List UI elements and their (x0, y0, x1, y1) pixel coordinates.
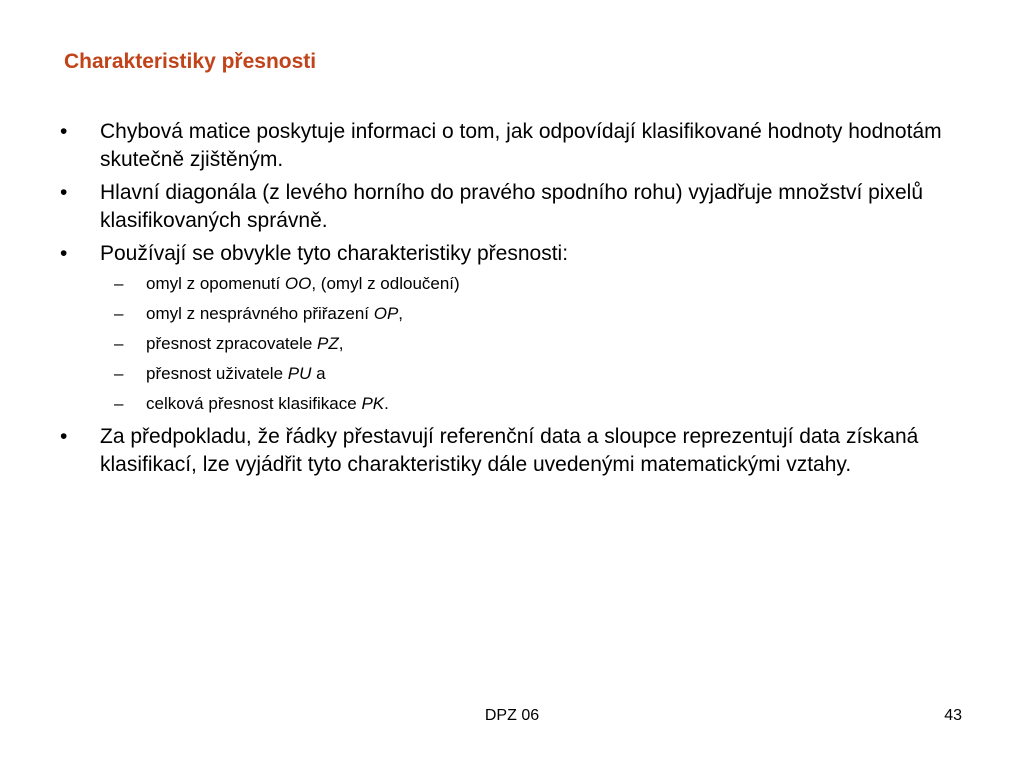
sub-marker: – (114, 364, 124, 383)
sub-item (58, 393, 978, 415)
sub-text: omyl z nesprávného přiřazení (146, 304, 374, 323)
bullet-item (58, 118, 978, 174)
bullet-item (58, 423, 978, 479)
sub-list (58, 273, 978, 415)
sub-symbol: PU (287, 364, 312, 383)
sub-text: omyl z opomenutí (146, 274, 285, 293)
sub-marker: – (114, 394, 124, 413)
bullet-text: Hlavní diagonála (z levého horního do pravého spodního rohu) vyjadřuje množství pixelů klasifikovaných správně. (100, 181, 923, 232)
sub-text-after: , (398, 304, 404, 323)
sub-item (58, 303, 978, 325)
footer-label: DPZ 06 (484, 707, 540, 724)
page-number: 43 (944, 707, 962, 724)
slide-content (58, 118, 978, 484)
slide-title: Charakteristiky přesnosti (64, 50, 317, 73)
sub-item (58, 333, 978, 355)
sub-symbol: PK (361, 394, 385, 413)
sub-text: celková přesnost klasifikace (146, 394, 362, 413)
sub-text-after: , (omyl z odloučení) (311, 274, 460, 293)
sub-text-after: . (384, 394, 389, 413)
bullet-marker: • (60, 242, 68, 265)
sub-symbol: OP (373, 304, 399, 323)
sub-item (58, 363, 978, 385)
sub-marker: – (114, 334, 124, 353)
bullet-marker: • (60, 181, 68, 204)
bullet-marker: • (60, 120, 68, 143)
bullet-item (58, 240, 978, 268)
sub-symbol: PZ (317, 334, 339, 353)
sub-text-after: a (311, 364, 326, 383)
sub-symbol: OO (284, 274, 312, 293)
bullet-text: Za předpokladu, že řádky přestavují referenční data a sloupce reprezentují data získaná klasifikací, lze vyjádřit tyto charakteristiky dále uvedenými matematickými vztahy. (100, 425, 919, 476)
sub-marker: – (114, 274, 124, 293)
bullet-text: Chybová matice poskytuje informaci o tom, jak odpovídají klasifikované hodnoty hodnotám skutečně zjištěným. (100, 120, 942, 171)
sub-text: přesnost uživatele (146, 364, 288, 383)
sub-text: přesnost zpracovatele (146, 334, 318, 353)
sub-text-after: , (338, 334, 344, 353)
bullet-marker: • (60, 425, 68, 448)
sub-marker: – (114, 304, 124, 323)
sub-item (58, 273, 978, 295)
bullet-item (58, 179, 978, 235)
bullet-text: Používají se obvykle tyto charakteristiky přesnosti: (100, 242, 569, 265)
